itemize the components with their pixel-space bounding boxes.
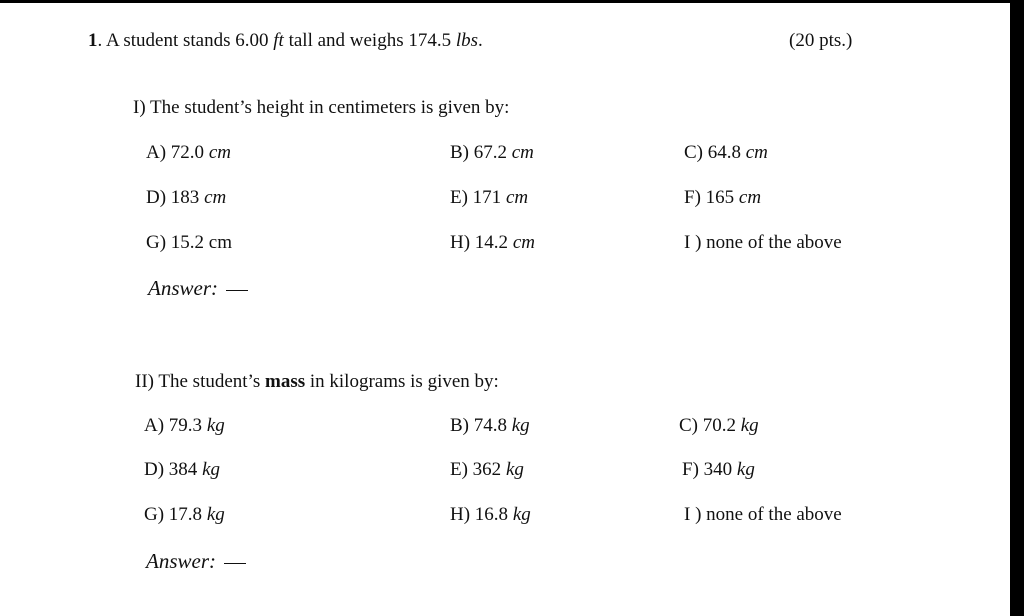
part2-choice-f: F) 340 kg (682, 459, 755, 480)
part1-choice-g: G) 15.2 cm (146, 232, 233, 253)
part1-choice-a: A) 72.0 cm (146, 142, 231, 163)
part2-choice-b: B) 74.8 kg (450, 415, 530, 436)
part2-answer (146, 549, 246, 575)
part2-prompt-bold: mass (265, 371, 306, 392)
part1-choice-c: C) 64.8 cm (684, 142, 768, 163)
part2-choice-i: I ) none of the above (684, 504, 842, 525)
right-border (1010, 0, 1024, 616)
part2-choice-e: E) 362 kg (450, 459, 524, 480)
part1-prompt: I) The student’s height in centimeters is given by: (133, 97, 510, 118)
part2-choice-a: A) 79.3 kg (144, 415, 225, 436)
worksheet-page (0, 3, 1010, 616)
stem-text-start: A student stands 6.00 (105, 30, 269, 51)
part2-prompt: II) The student’s mass in kilograms is given by: (135, 371, 499, 392)
stem-text-middle: tall and weighs 174.5 (288, 30, 452, 51)
part2-answer-label: Answer: (146, 549, 216, 573)
part2-choice-g: G) 17.8 kg (144, 504, 225, 525)
part1-choice-h: H) 14.2 cm (450, 232, 535, 253)
part1-answer (148, 276, 248, 302)
stem-text-end: . (478, 30, 483, 51)
part1-choice-b: B) 67.2 cm (450, 142, 534, 163)
stem-unit-feet: ft (273, 30, 284, 51)
part2-choice-h: H) 16.8 kg (450, 504, 531, 525)
stem-unit-pounds: lbs (455, 30, 479, 51)
part1-answer-blank[interactable] (226, 290, 248, 291)
part1-choice-e: E) 171 cm (450, 187, 529, 208)
part1-choice-d: D) 183 cm (146, 187, 227, 208)
points-label: (20 pts.) (789, 30, 853, 51)
part2-choice-c: C) 70.2 kg (679, 415, 759, 436)
part1-choice-i: I ) none of the above (684, 232, 842, 253)
question-number: 1 (88, 30, 98, 51)
part1-choice-f: F) 165 cm (684, 187, 762, 208)
question-stem: 1. A student stands 6.00 ft tall and weighs 174.5 lbs. (88, 30, 483, 51)
part1-answer-label: Answer: (148, 276, 218, 300)
part2-choice-d: D) 384 kg (144, 459, 220, 480)
part2-answer-blank[interactable] (224, 563, 246, 564)
